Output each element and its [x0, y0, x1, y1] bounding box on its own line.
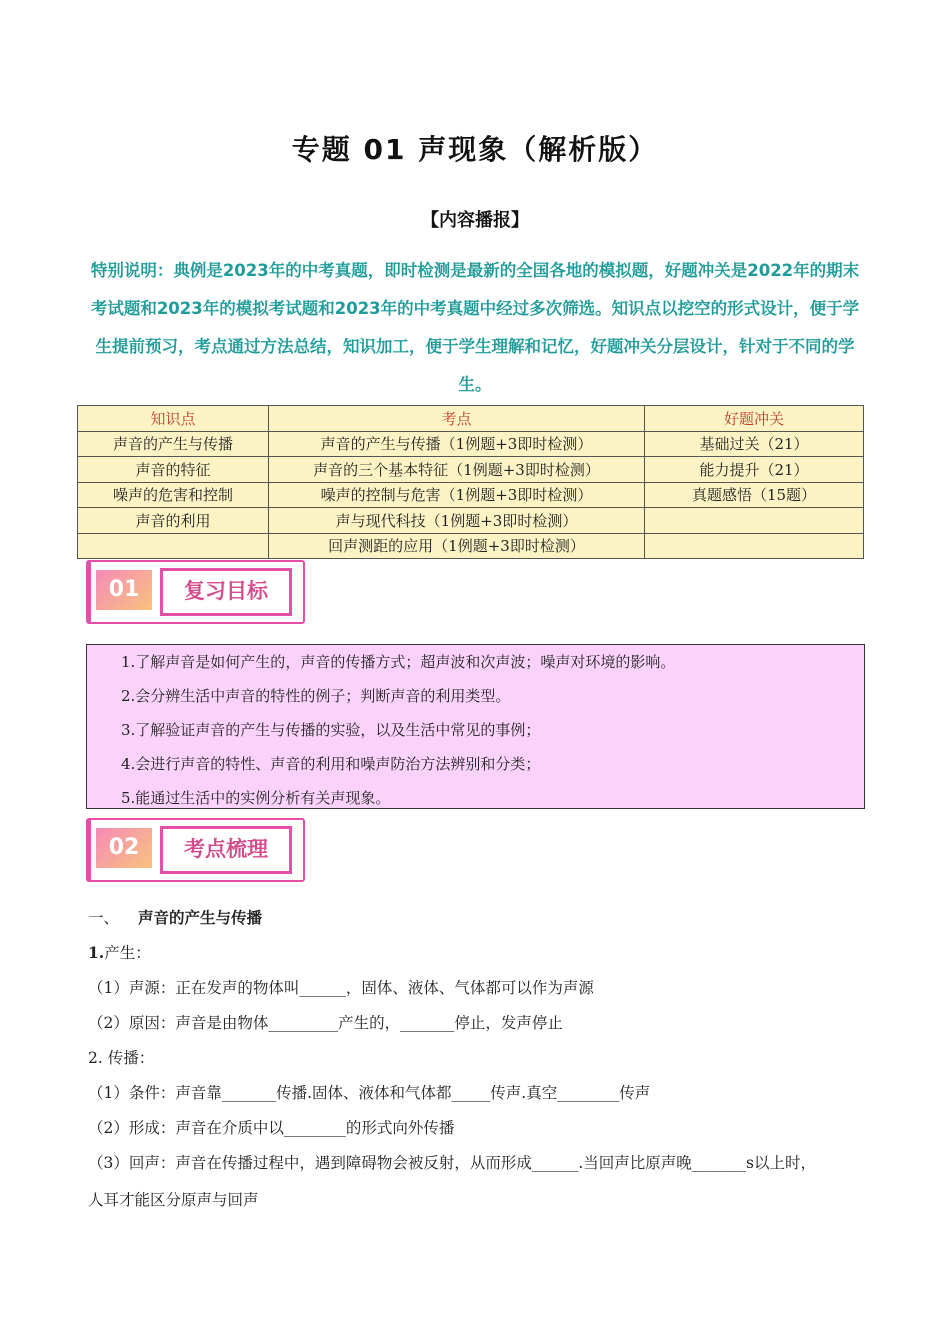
- table-cell: 基础过关（21）: [645, 431, 864, 457]
- section-number: 一、: [88, 909, 120, 927]
- section-heading: [88, 906, 262, 928]
- review-goals-box: [86, 644, 865, 809]
- table-cell: 声音的三个基本特征（1例题+3即时检测）: [269, 457, 645, 483]
- section-title: 声音的产生与传播: [137, 908, 262, 927]
- goal-item: 5.能通过生活中的实例分析有关声现象。: [121, 789, 391, 807]
- header-knowledge: 知识点: [78, 406, 269, 432]
- badge-label: 复习目标: [184, 579, 268, 603]
- header-challenge: 好题冲关: [645, 406, 864, 432]
- goal-item: 3.了解验证声音的产生与传播的实验，以及生活中常见的事例；: [121, 721, 541, 739]
- section-badge-exam-points: [86, 818, 300, 880]
- table-cell: 能力提升（21）: [645, 457, 864, 483]
- goal-item: 2.会分辨生活中声音的特性的例子；判断声音的利用类型。: [121, 687, 511, 705]
- table-cell: 声音的产生与传播（1例题+3即时检测）: [269, 431, 645, 457]
- table-cell: 声音的特征: [78, 457, 269, 483]
- overview-table: [77, 405, 864, 559]
- table-row: [78, 533, 864, 559]
- table-cell: 真题感悟（15题）: [645, 482, 864, 508]
- badge-number: 01: [96, 570, 152, 610]
- point-propagate: 2. 传播：: [88, 1049, 155, 1067]
- point-title: 产生：: [104, 944, 151, 962]
- text-line: （3）回声：声音在传播过程中，遇到障碍物会被反射，从而形成______.当回声比原声晚_______s以上时，: [88, 1154, 816, 1172]
- table-row: [78, 431, 864, 457]
- section-badge-review-goals: [86, 560, 300, 622]
- table-cell: 回声测距的应用（1例题+3即时检测）: [269, 533, 645, 559]
- table-cell: [645, 533, 864, 559]
- badge-number: 02: [96, 828, 152, 868]
- content-broadcast-heading: 【内容播报】: [421, 210, 529, 231]
- table-cell: 声音的产生与传播: [78, 431, 269, 457]
- table-row: [78, 508, 864, 534]
- table-row: [78, 482, 864, 508]
- table-cell: 声音的利用: [78, 508, 269, 534]
- text-line: 人耳才能区分原声与回声: [88, 1191, 259, 1209]
- table-row: [78, 457, 864, 483]
- text-line: （1）条件：声音靠_______传播.固体、液体和气体都_____传声.真空________传声: [88, 1084, 651, 1102]
- point-produce: [88, 941, 151, 963]
- badge-label: 考点梳理: [184, 837, 268, 861]
- point-number: 1.: [88, 943, 105, 962]
- text-line: （1）声源：正在发声的物体叫______，固体、液体、气体都可以作为声源: [88, 979, 594, 997]
- text-line: （2）原因：声音是由物体_________产生的，_______停止，发声停止: [88, 1014, 563, 1032]
- goal-item: 1.了解声音是如何产生的，声音的传播方式；超声波和次声波；噪声对环境的影响。: [121, 653, 676, 671]
- table-cell: 噪声的危害和控制: [78, 482, 269, 508]
- text-line: （2）形成：声音在介质中以________的形式向外传播: [88, 1119, 455, 1137]
- table-cell: 声与现代科技（1例题+3即时检测）: [269, 508, 645, 534]
- special-note: 特别说明：典例是2023年的中考真题，即时检测是最新的全国各地的模拟题，好题冲关是2022年的期末考试题和2023年的模拟考试题和2023年的中考真题中经过多次筛选。知识点以挖空的形式设计，便于学生提前预习，考点通过方法总结，知识加工，便于学生理解和记忆，好题冲关分层设计，针对于不同的学生。: [90, 261, 860, 394]
- header-exam-point: 考点: [269, 406, 645, 432]
- table-cell: 噪声的控制与危害（1例题+3即时检测）: [269, 482, 645, 508]
- table-header-row: [78, 406, 864, 432]
- goal-item: 4.会进行声音的特性、声音的利用和噪声防治方法辨别和分类；: [121, 755, 541, 773]
- page-title: 专题 01 声现象（解析版）: [291, 133, 659, 166]
- table-cell: [78, 533, 269, 559]
- table-cell: [645, 508, 864, 534]
